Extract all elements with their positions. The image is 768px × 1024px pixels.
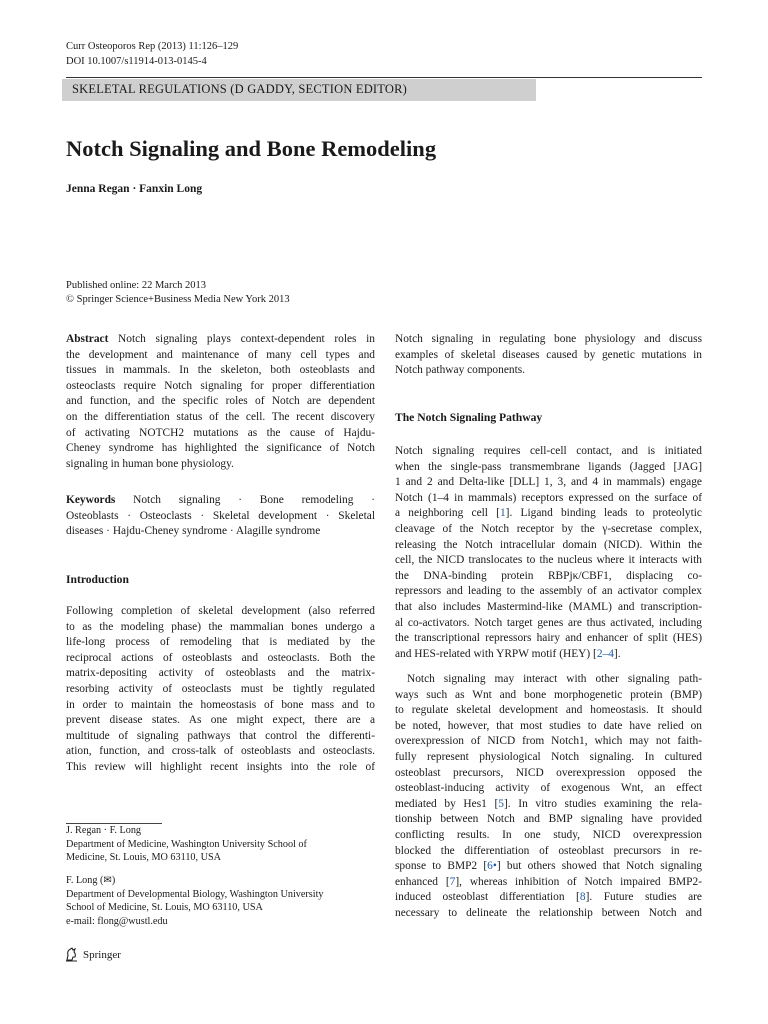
text-segment: Notch signaling plays context-dependent roles in [108, 333, 375, 345]
text-line [395, 444, 702, 460]
text-line [395, 781, 702, 797]
author-list: Jenna Regan · Fanxin Long [66, 183, 203, 195]
affiliation-corresponding [66, 874, 324, 929]
text-line [66, 426, 375, 442]
text-line [395, 584, 702, 600]
text-line [66, 524, 375, 540]
text-segment: overexpression of NICD from Notch1, which may not faith- [395, 735, 702, 748]
copyright-line: © Springer Science+Business Media New York 2013 [66, 294, 290, 305]
text-segment: induced osteoblast differentiation [ [395, 891, 580, 904]
text-line [66, 729, 375, 745]
introduction-body [66, 604, 375, 776]
text-segment: Notch signaling requires cell-cell contact, and is initiated [395, 445, 702, 457]
text-segment: the transcriptional repressors hairy and enhancer of split (HES) [395, 632, 702, 645]
text-line [395, 569, 702, 585]
pathway-paragraph-2 [395, 672, 702, 922]
text-line [395, 600, 702, 616]
text-line [395, 750, 702, 766]
text-line [66, 760, 375, 776]
text-segment: prevent disease states. As one might expect, there are a [66, 714, 375, 727]
text-line [66, 744, 375, 760]
text-segment: the development and maintenance of many cell types and [66, 348, 375, 361]
text-line [66, 713, 375, 729]
header-rule [66, 77, 702, 78]
text-line [66, 493, 375, 509]
abstract [66, 332, 375, 472]
text-segment: examples of skeletal diseases caused by genetic mutations in [395, 348, 702, 361]
affiliation-line: e-mail: flong@wustl.edu [66, 916, 168, 928]
text-line [395, 828, 702, 844]
text-line [395, 553, 702, 569]
affiliation-authors [66, 824, 307, 865]
text-line [395, 703, 702, 719]
text-line [395, 522, 702, 538]
text-segment: osteoclasts require Notch signaling for proper differentiation [66, 379, 375, 392]
text-segment: life-long process of remodeling that is mediated by the [66, 636, 375, 649]
citation-link[interactable]: 1 [499, 507, 506, 520]
text-segment: osteoblast precursors, NICD overexpression opposed the [395, 766, 702, 779]
publisher-name: Springer [83, 948, 121, 961]
text-segment: cell, the NICD translocates to the nucleus where it interacts with [395, 554, 702, 567]
text-line [66, 363, 375, 379]
inline-label: Keywords [66, 494, 116, 506]
text-segment: ]. [613, 647, 621, 660]
journal-citation: Curr Osteoporos Rep (2013) 11:126–129 [66, 41, 239, 52]
text-segment: ways such as Wnt and bone morphogenetic protein (BMP) [395, 688, 702, 701]
affiliation-line: J. Regan · F. Long [66, 825, 142, 836]
text-line [395, 460, 702, 476]
text-line [66, 604, 375, 620]
text-line [395, 734, 702, 750]
text-line [395, 719, 702, 735]
text-segment: Cheney syndrome has highlighted the significance of Notch [66, 442, 375, 455]
affiliation-line: School of Medicine, St. Louis, MO 63110, USA [66, 902, 263, 914]
text-segment: ]. Future studies are [585, 891, 702, 904]
text-segment: the DNA-binding protein RBPjκ/CBF1, displacing co- [395, 569, 702, 582]
text-line [66, 698, 375, 714]
text-line [66, 379, 375, 395]
inline-label: Abstract [66, 333, 109, 345]
text-segment: blocked the differentiation of osteoblast precursors in re- [395, 844, 702, 857]
text-segment: ]. Ligand binding leads to proteolytic [505, 507, 702, 520]
pathway-paragraph-1 [395, 444, 702, 662]
text-segment: and function, and the specific roles of Notch are dependent [66, 395, 375, 408]
text-segment: be noted, however, that most studies to date have relied on [395, 719, 702, 732]
text-line [395, 332, 702, 348]
text-segment: and HES-related with YRPW motif (HEY) [ [395, 647, 597, 660]
article-title: Notch Signaling and Bone Remodeling [66, 136, 437, 161]
affiliation-line: Medicine, St. Louis, MO 63110, USA [66, 852, 221, 864]
text-segment: Following completion of skeletal development (also referred [66, 605, 375, 617]
text-line [395, 475, 702, 491]
text-line [66, 441, 375, 457]
affiliation-line: Department of Medicine, Washington University School of [66, 838, 307, 850]
text-segment: 1 and 2 and Delta-like [DLL] 1, 3, and 4 in mammals) engage [395, 476, 702, 489]
text-segment: diseases · Hajdu-Cheney syndrome · Alagille syndrome [66, 525, 321, 538]
text-line [66, 332, 375, 348]
text-line [66, 682, 375, 698]
text-line [395, 647, 702, 663]
text-segment: Osteoblasts · Osteoclasts · Skeletal development · Skeletal [66, 509, 375, 522]
text-line [66, 348, 375, 364]
text-segment: Notch (1–4 in mammals) receptors expressed on the surface of [395, 491, 702, 504]
text-line [395, 859, 702, 875]
keywords [66, 493, 375, 540]
text-segment: reciprocal actions of osteoblasts and osteoclasts. Both the [66, 651, 375, 664]
text-line [66, 620, 375, 636]
publisher-footer [64, 947, 121, 962]
text-segment: tissues in mammals. In the skeleton, both osteoblasts and [66, 364, 375, 377]
text-segment: al co-activators. Notch target genes are thus activated, including [395, 616, 702, 629]
citation-link[interactable]: 7 [449, 875, 456, 888]
text-line [395, 616, 702, 632]
text-line [395, 538, 702, 554]
text-segment: conflicting results. In one study, NICD overexpression [395, 828, 702, 841]
affiliation-line: F. Long (✉) [66, 875, 116, 886]
text-segment: repressors and leading to the assembly of an activator complex [395, 585, 702, 598]
text-segment: to as the modeling phase) the mammalian bones undergo a [66, 620, 375, 633]
text-segment: This review will highlight recent insights into the role of [66, 760, 375, 773]
affiliation-line: Department of Developmental Biology, Washington University [66, 888, 324, 900]
text-line [395, 844, 702, 860]
text-segment: a neighboring cell [ [395, 507, 500, 520]
citation-link[interactable]: 5 [498, 797, 504, 810]
text-line [66, 457, 375, 473]
text-segment: ]. In vitro studies examining the rela- [503, 797, 702, 810]
text-line [395, 506, 702, 522]
section-band [62, 79, 536, 101]
text-line [66, 666, 375, 682]
text-line [395, 363, 702, 379]
text-segment: tionship between Notch and BMP signaling have provided [395, 813, 702, 826]
text-segment: multitude of signaling pathways that control the differenti- [66, 729, 375, 742]
text-segment: Notch signaling may interact with other signaling path- [407, 673, 702, 685]
text-segment: that also includes Mastermind-like (MAML) and transcription- [395, 600, 702, 613]
citation-link[interactable]: 8 [579, 891, 586, 904]
text-line [395, 890, 702, 906]
text-segment: Notch signaling · Bone remodeling · [115, 494, 375, 506]
published-date: Published online: 22 March 2013 [66, 280, 206, 291]
text-segment: ] but others showed that Notch signaling [496, 860, 702, 873]
text-segment: osteoblast-inducing activity of exogenous Wnt, an effect [395, 782, 702, 795]
text-segment: enhanced [ [395, 875, 450, 888]
text-segment: when the single-pass transmembrane ligands (Jagged [JAG] [395, 460, 702, 473]
text-line [66, 410, 375, 426]
introduction-heading: Introduction [66, 573, 129, 586]
text-line [66, 509, 375, 525]
text-segment: matrix-depositing activity of osteoblasts and the matrix- [66, 667, 375, 680]
text-line [395, 906, 702, 922]
text-segment: of activating NOTCH2 mutations as the cause of Hajdu- [66, 426, 375, 439]
text-line [395, 631, 702, 647]
text-segment: cleavage of the Notch receptor by the γ-secretase complex, [395, 522, 702, 535]
section-label: SKELETAL REGULATIONS (D GADDY, SECTION EDITOR) [72, 82, 408, 96]
text-segment: signaling in human bone physiology. [66, 457, 234, 470]
text-segment: ation, function, and cross-talk of osteoblasts and osteoclasts. [66, 745, 375, 758]
text-segment: necessary to delineate the relationship between Notch and [395, 906, 702, 919]
text-segment: fully represent physiological Notch signaling. In cultured [395, 750, 702, 763]
text-line [395, 875, 702, 891]
text-line [66, 394, 375, 410]
text-line [395, 766, 702, 782]
text-segment: releasing the Notch intracellular domain (NICD). Within the [395, 538, 702, 551]
text-line [395, 672, 702, 688]
pathway-heading: The Notch Signaling Pathway [395, 411, 543, 424]
text-line [395, 491, 702, 507]
text-line [66, 635, 375, 651]
text-segment: sponse to BMP2 [ [395, 860, 488, 873]
text-segment: resorbing activity of osteoclasts must be tightly regulated [66, 682, 375, 695]
citation-link[interactable]: 6• [487, 860, 497, 873]
text-line [395, 812, 702, 828]
text-segment: ], whereas inhibition of Notch impaired BMP2- [455, 875, 702, 888]
text-segment: to regulate skeletal development and homeostasis. It should [395, 704, 702, 717]
text-line [395, 348, 702, 364]
text-segment: in order to maintain the homeostasis of bone mass and to [66, 698, 375, 711]
introduction-continued [395, 332, 702, 379]
text-segment: Notch signaling in regulating bone physiology and discuss [395, 333, 702, 345]
text-segment: mediated by Hes1 [ [395, 797, 499, 810]
springer-horse-icon [64, 947, 80, 962]
text-line [66, 651, 375, 667]
text-line [395, 797, 702, 813]
text-line [395, 688, 702, 704]
citation-link[interactable]: 2–4 [596, 647, 614, 660]
text-segment: on the differentiation status of the cell. The recent discovery [66, 410, 375, 423]
text-segment: Notch pathway components. [395, 364, 526, 377]
doi-line[interactable]: DOI 10.1007/s11914-013-0145-4 [66, 56, 207, 67]
